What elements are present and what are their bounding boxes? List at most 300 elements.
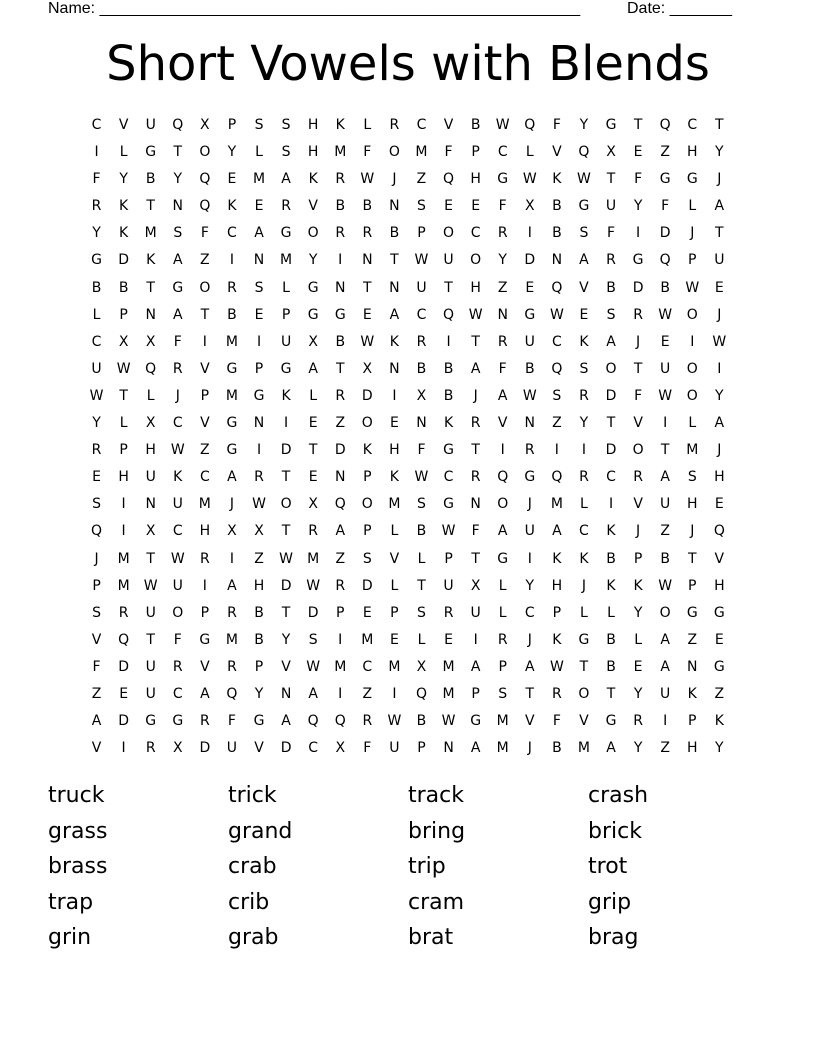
grid-letter[interactable]: I: [338, 252, 343, 269]
grid-letter[interactable]: S: [92, 604, 101, 621]
grid-letter[interactable]: G: [280, 360, 292, 377]
grid-letter[interactable]: J: [717, 442, 722, 459]
grid-letter[interactable]: Z: [254, 550, 264, 567]
grid-letter[interactable]: T: [308, 442, 318, 459]
grid-letter[interactable]: G: [524, 469, 536, 486]
grid-letter[interactable]: T: [173, 144, 183, 161]
grid-letter[interactable]: P: [417, 740, 426, 757]
grid-letter[interactable]: J: [175, 387, 180, 404]
grid-letter[interactable]: O: [686, 306, 698, 323]
grid-letter[interactable]: J: [527, 496, 532, 513]
grid-letter[interactable]: M: [388, 496, 401, 513]
grid-letter[interactable]: X: [145, 333, 156, 350]
grid-letter[interactable]: C: [199, 469, 210, 486]
grid-letter[interactable]: W: [170, 550, 185, 567]
grid-letter[interactable]: R: [91, 198, 102, 215]
grid-letter[interactable]: S: [579, 225, 589, 242]
grid-letter[interactable]: Q: [659, 252, 671, 269]
grid-letter[interactable]: K: [146, 252, 156, 269]
grid-letter[interactable]: A: [308, 685, 318, 702]
grid-letter[interactable]: K: [119, 198, 129, 215]
grid-letter[interactable]: K: [579, 333, 589, 350]
grid-letter[interactable]: X: [227, 523, 237, 540]
grid-letter[interactable]: J: [581, 577, 587, 594]
grid-letter[interactable]: S: [362, 550, 372, 567]
grid-letter[interactable]: G: [713, 658, 725, 675]
grid-letter[interactable]: U: [524, 333, 535, 350]
grid-letter[interactable]: C: [470, 225, 481, 242]
grid-letter[interactable]: B: [145, 171, 156, 188]
grid-letter[interactable]: B: [416, 713, 427, 730]
grid-letter[interactable]: U: [443, 577, 454, 594]
grid-letter[interactable]: O: [361, 496, 373, 513]
grid-letter[interactable]: G: [605, 117, 617, 133]
grid-letter[interactable]: V: [91, 631, 102, 648]
grid-letter[interactable]: Z: [200, 252, 210, 269]
grid-letter[interactable]: N: [416, 415, 427, 432]
grid-letter[interactable]: T: [146, 198, 155, 215]
grid-letter[interactable]: O: [443, 225, 455, 242]
grid-letter[interactable]: G: [226, 442, 238, 459]
grid-letter[interactable]: M: [225, 631, 238, 648]
grid-letter[interactable]: T: [606, 171, 616, 188]
grid-letter[interactable]: R: [281, 198, 291, 215]
grid-letter[interactable]: D: [605, 387, 617, 404]
grid-letter[interactable]: Z: [335, 415, 346, 432]
grid-letter[interactable]: Z: [200, 442, 210, 459]
grid-letter[interactable]: U: [714, 252, 725, 269]
grid-letter[interactable]: N: [253, 415, 265, 432]
grid-letter[interactable]: W: [116, 360, 131, 377]
grid-letter[interactable]: Y: [633, 198, 643, 215]
grid-letter[interactable]: Q: [443, 306, 455, 323]
grid-letter[interactable]: K: [227, 198, 237, 215]
grid-letter[interactable]: T: [417, 577, 426, 594]
grid-letter[interactable]: G: [470, 713, 482, 730]
grid-letter[interactable]: E: [714, 631, 724, 648]
grid-letter[interactable]: B: [416, 360, 427, 377]
grid-letter[interactable]: U: [91, 360, 102, 377]
grid-letter[interactable]: C: [687, 117, 698, 133]
grid-letter[interactable]: B: [552, 740, 562, 757]
grid-letter[interactable]: N: [145, 496, 156, 513]
grid-letter[interactable]: E: [308, 469, 318, 486]
grid-letter[interactable]: K: [579, 550, 589, 567]
grid-letter[interactable]: E: [633, 144, 643, 161]
grid-letter[interactable]: B: [660, 550, 670, 567]
grid-letter[interactable]: W: [549, 658, 564, 675]
grid-letter[interactable]: U: [660, 685, 671, 702]
grid-letter[interactable]: D: [118, 713, 129, 730]
grid-letter[interactable]: L: [390, 523, 399, 540]
grid-letter[interactable]: E: [525, 279, 535, 296]
grid-letter[interactable]: T: [146, 550, 155, 567]
grid-letter[interactable]: Z: [714, 685, 725, 702]
grid-letter[interactable]: L: [146, 387, 155, 404]
grid-letter[interactable]: A: [660, 469, 670, 486]
grid-letter[interactable]: N: [551, 252, 563, 269]
grid-letter[interactable]: G: [686, 604, 698, 621]
grid-letter[interactable]: E: [92, 469, 101, 486]
grid-letter[interactable]: C: [308, 740, 319, 757]
grid-letter[interactable]: M: [225, 387, 238, 404]
grid-letter[interactable]: Z: [552, 415, 562, 432]
grid-letter[interactable]: M: [280, 252, 293, 269]
grid-letter[interactable]: W: [685, 279, 700, 296]
grid-letter[interactable]: E: [471, 198, 481, 215]
grid-letter[interactable]: Z: [687, 631, 698, 648]
grid-letter[interactable]: Q: [524, 117, 536, 133]
grid-letter[interactable]: G: [145, 144, 157, 161]
grid-letter[interactable]: U: [145, 117, 156, 133]
grid-letter[interactable]: M: [496, 740, 509, 757]
grid-letter[interactable]: R: [633, 306, 643, 323]
grid-letter[interactable]: A: [91, 713, 102, 730]
grid-letter[interactable]: B: [470, 117, 481, 133]
grid-letter[interactable]: U: [660, 360, 671, 377]
grid-letter[interactable]: A: [714, 198, 725, 215]
grid-letter[interactable]: Z: [91, 685, 102, 702]
grid-letter[interactable]: L: [688, 415, 697, 432]
grid-letter[interactable]: N: [389, 198, 400, 215]
grid-letter[interactable]: P: [281, 306, 291, 323]
grid-letter[interactable]: X: [145, 523, 156, 540]
grid-letter[interactable]: O: [686, 360, 698, 377]
grid-letter[interactable]: B: [416, 523, 427, 540]
grid-letter[interactable]: X: [362, 360, 373, 377]
grid-letter[interactable]: T: [444, 279, 453, 296]
grid-letter[interactable]: J: [636, 523, 641, 540]
grid-letter[interactable]: X: [172, 740, 183, 757]
grid-letter[interactable]: F: [227, 713, 236, 730]
grid-letter[interactable]: G: [686, 171, 698, 188]
grid-letter[interactable]: W: [522, 171, 537, 188]
grid-letter[interactable]: W: [306, 577, 321, 594]
grid-letter[interactable]: P: [390, 604, 399, 621]
grid-letter[interactable]: F: [661, 198, 670, 215]
grid-letter[interactable]: R: [416, 333, 427, 350]
grid-letter[interactable]: R: [335, 171, 346, 188]
grid-letter[interactable]: T: [579, 658, 589, 675]
grid-letter[interactable]: R: [199, 550, 210, 567]
grid-letter[interactable]: I: [392, 685, 397, 702]
grid-letter[interactable]: Q: [497, 469, 509, 486]
grid-letter[interactable]: M: [117, 577, 130, 594]
grid-letter[interactable]: O: [632, 442, 644, 459]
grid-letter[interactable]: R: [633, 469, 643, 486]
grid-letter[interactable]: F: [498, 198, 507, 215]
grid-letter[interactable]: Q: [199, 198, 211, 215]
grid-letter[interactable]: F: [552, 713, 561, 730]
grid-letter[interactable]: P: [119, 442, 128, 459]
grid-letter[interactable]: L: [119, 415, 128, 432]
grid-letter[interactable]: E: [579, 306, 589, 323]
grid-letter[interactable]: I: [229, 550, 234, 567]
grid-letter[interactable]: P: [471, 144, 480, 161]
grid-letter[interactable]: I: [121, 523, 126, 540]
grid-letter[interactable]: V: [633, 496, 643, 513]
grid-letter[interactable]: N: [389, 279, 400, 296]
grid-letter[interactable]: D: [659, 225, 671, 242]
grid-letter[interactable]: W: [89, 387, 104, 404]
grid-letter[interactable]: J: [94, 550, 99, 567]
grid-letter[interactable]: I: [121, 496, 126, 513]
grid-letter[interactable]: W: [441, 713, 456, 730]
grid-letter[interactable]: Y: [633, 740, 643, 757]
grid-letter[interactable]: O: [307, 225, 319, 242]
grid-letter[interactable]: R: [254, 469, 264, 486]
grid-letter[interactable]: E: [254, 198, 264, 215]
grid-letter[interactable]: D: [280, 577, 292, 594]
grid-letter[interactable]: C: [227, 225, 237, 242]
grid-letter[interactable]: A: [254, 225, 264, 242]
grid-letter[interactable]: R: [172, 360, 183, 377]
grid-letter[interactable]: P: [444, 550, 453, 567]
grid-letter[interactable]: K: [443, 415, 454, 432]
grid-letter[interactable]: X: [118, 333, 129, 350]
grid-letter[interactable]: H: [199, 523, 211, 540]
grid-letter[interactable]: H: [686, 144, 698, 161]
grid-letter[interactable]: F: [173, 631, 182, 648]
grid-letter[interactable]: D: [118, 658, 129, 675]
grid-letter[interactable]: Y: [525, 577, 535, 594]
grid-letter[interactable]: H: [145, 442, 156, 459]
grid-letter[interactable]: N: [280, 685, 292, 702]
grid-letter[interactable]: Z: [497, 279, 508, 296]
grid-letter[interactable]: C: [172, 415, 183, 432]
grid-letter[interactable]: L: [255, 144, 263, 161]
grid-letter[interactable]: E: [362, 604, 372, 621]
grid-letter[interactable]: Q: [307, 713, 319, 730]
grid-letter[interactable]: R: [335, 225, 346, 242]
grid-letter[interactable]: F: [606, 225, 616, 242]
grid-letter[interactable]: Q: [713, 523, 725, 540]
grid-letter[interactable]: V: [714, 550, 725, 567]
grid-letter[interactable]: T: [687, 550, 697, 567]
grid-letter[interactable]: N: [172, 198, 184, 215]
grid-letter[interactable]: Q: [199, 171, 211, 188]
grid-letter[interactable]: P: [688, 713, 697, 730]
grid-letter[interactable]: I: [663, 415, 668, 432]
grid-letter[interactable]: H: [686, 740, 698, 757]
grid-letter[interactable]: E: [389, 631, 399, 648]
grid-letter[interactable]: I: [121, 740, 126, 757]
grid-letter[interactable]: U: [226, 740, 238, 757]
grid-letter[interactable]: R: [552, 685, 562, 702]
grid-letter[interactable]: J: [717, 306, 722, 323]
grid-letter[interactable]: L: [634, 631, 642, 648]
grid-letter[interactable]: M: [550, 496, 563, 513]
grid-letter[interactable]: W: [549, 306, 564, 323]
grid-letter[interactable]: F: [471, 523, 480, 540]
grid-letter[interactable]: B: [660, 279, 670, 296]
grid-letter[interactable]: P: [254, 658, 264, 675]
grid-letter[interactable]: E: [254, 306, 264, 323]
date-field[interactable]: Date: _______: [627, 0, 732, 17]
grid-letter[interactable]: Z: [660, 144, 670, 161]
grid-letter[interactable]: X: [335, 740, 346, 757]
grid-letter[interactable]: T: [633, 117, 643, 133]
grid-letter[interactable]: R: [227, 658, 237, 675]
grid-letter[interactable]: C: [416, 306, 427, 323]
name-field[interactable]: Name: ______________________________________________________: [48, 0, 581, 17]
grid-letter[interactable]: U: [145, 469, 156, 486]
grid-letter[interactable]: R: [633, 713, 643, 730]
grid-letter[interactable]: P: [498, 658, 507, 675]
grid-letter[interactable]: N: [470, 496, 481, 513]
grid-letter[interactable]: U: [172, 496, 183, 513]
grid-letter[interactable]: W: [143, 577, 158, 594]
grid-letter[interactable]: U: [660, 496, 671, 513]
grid-letter[interactable]: R: [579, 387, 589, 404]
grid-letter[interactable]: S: [498, 685, 508, 702]
grid-letter[interactable]: U: [605, 198, 617, 215]
grid-letter[interactable]: X: [416, 658, 427, 675]
grid-letter[interactable]: Z: [660, 523, 670, 540]
grid-letter[interactable]: D: [199, 740, 211, 757]
grid-letter[interactable]: K: [281, 387, 291, 404]
grid-letter[interactable]: R: [199, 713, 210, 730]
grid-letter[interactable]: J: [690, 523, 695, 540]
grid-letter[interactable]: A: [281, 713, 291, 730]
grid-letter[interactable]: R: [497, 631, 508, 648]
grid-letter[interactable]: P: [336, 604, 345, 621]
grid-letter[interactable]: Z: [362, 685, 373, 702]
grid-letter[interactable]: L: [309, 387, 318, 404]
grid-letter[interactable]: R: [524, 442, 535, 459]
grid-letter[interactable]: M: [334, 658, 347, 675]
grid-letter[interactable]: P: [363, 469, 372, 486]
grid-letter[interactable]: V: [254, 740, 264, 757]
grid-letter[interactable]: O: [605, 360, 617, 377]
grid-letter[interactable]: L: [688, 198, 697, 215]
grid-letter[interactable]: I: [229, 252, 234, 269]
grid-letter[interactable]: W: [658, 577, 673, 594]
grid-letter[interactable]: G: [226, 415, 238, 432]
grid-letter[interactable]: X: [308, 333, 318, 350]
grid-letter[interactable]: N: [335, 279, 346, 296]
grid-letter[interactable]: K: [633, 577, 643, 594]
grid-letter[interactable]: F: [634, 387, 643, 404]
grid-letter[interactable]: R: [579, 469, 589, 486]
grid-letter[interactable]: V: [308, 198, 318, 215]
grid-letter[interactable]: Q: [172, 117, 184, 133]
grid-letter[interactable]: O: [497, 496, 509, 513]
grid-letter[interactable]: W: [712, 333, 727, 350]
grid-letter[interactable]: H: [686, 496, 698, 513]
grid-letter[interactable]: V: [552, 144, 562, 161]
grid-letter[interactable]: P: [471, 685, 480, 702]
grid-letter[interactable]: O: [199, 144, 211, 161]
grid-letter[interactable]: F: [363, 740, 372, 757]
grid-letter[interactable]: I: [338, 685, 343, 702]
grid-letter[interactable]: N: [362, 252, 373, 269]
grid-letter[interactable]: R: [227, 604, 237, 621]
grid-letter[interactable]: Y: [254, 685, 264, 702]
grid-letter[interactable]: G: [524, 306, 536, 323]
grid-letter[interactable]: Q: [659, 117, 671, 133]
grid-letter[interactable]: C: [91, 117, 102, 133]
grid-letter[interactable]: B: [443, 360, 454, 377]
grid-letter[interactable]: T: [281, 604, 291, 621]
grid-letter[interactable]: A: [335, 523, 346, 540]
grid-letter[interactable]: Y: [281, 631, 291, 648]
grid-letter[interactable]: R: [118, 604, 129, 621]
grid-letter[interactable]: G: [280, 225, 292, 242]
grid-letter[interactable]: W: [522, 387, 537, 404]
grid-letter[interactable]: D: [118, 252, 129, 269]
grid-letter[interactable]: I: [636, 225, 641, 242]
grid-letter[interactable]: F: [634, 171, 643, 188]
grid-letter[interactable]: P: [417, 225, 426, 242]
grid-letter[interactable]: H: [253, 577, 265, 594]
grid-letter[interactable]: H: [470, 171, 481, 188]
grid-letter[interactable]: B: [118, 279, 129, 296]
grid-letter[interactable]: D: [524, 252, 536, 269]
grid-letter[interactable]: P: [200, 604, 210, 621]
grid-letter[interactable]: B: [443, 387, 454, 404]
grid-letter[interactable]: O: [280, 496, 292, 513]
grid-letter[interactable]: S: [687, 469, 697, 486]
grid-letter[interactable]: E: [227, 171, 237, 188]
grid-letter[interactable]: P: [688, 577, 697, 594]
grid-letter[interactable]: J: [636, 333, 641, 350]
grid-letter[interactable]: V: [497, 415, 508, 432]
grid-letter[interactable]: F: [498, 360, 507, 377]
grid-letter[interactable]: I: [94, 144, 99, 161]
grid-letter[interactable]: K: [119, 225, 129, 242]
grid-letter[interactable]: V: [579, 279, 589, 296]
grid-letter[interactable]: R: [362, 713, 373, 730]
grid-letter[interactable]: R: [606, 252, 616, 269]
grid-letter[interactable]: H: [714, 469, 725, 486]
grid-letter[interactable]: G: [334, 306, 346, 323]
grid-letter[interactable]: K: [335, 117, 345, 133]
grid-letter[interactable]: V: [118, 117, 129, 133]
grid-letter[interactable]: X: [254, 523, 264, 540]
grid-letter[interactable]: G: [172, 713, 184, 730]
grid-letter[interactable]: P: [200, 387, 210, 404]
grid-letter[interactable]: P: [688, 252, 697, 269]
grid-letter[interactable]: O: [172, 604, 184, 621]
grid-letter[interactable]: S: [281, 117, 291, 133]
grid-letter[interactable]: Q: [145, 360, 157, 377]
grid-letter[interactable]: I: [473, 631, 478, 648]
grid-letter[interactable]: A: [470, 658, 481, 675]
grid-letter[interactable]: L: [282, 279, 290, 296]
grid-letter[interactable]: S: [254, 279, 264, 296]
grid-letter[interactable]: J: [527, 631, 532, 648]
grid-letter[interactable]: A: [470, 740, 481, 757]
grid-letter[interactable]: Z: [660, 740, 670, 757]
grid-letter[interactable]: T: [660, 442, 670, 459]
grid-letter[interactable]: B: [606, 631, 616, 648]
grid-letter[interactable]: T: [471, 442, 480, 459]
grid-letter[interactable]: P: [119, 306, 128, 323]
grid-letter[interactable]: U: [145, 658, 156, 675]
grid-letter[interactable]: K: [362, 442, 372, 459]
grid-letter[interactable]: A: [552, 523, 562, 540]
grid-letter[interactable]: Q: [551, 469, 563, 486]
grid-letter[interactable]: N: [524, 415, 536, 432]
grid-letter[interactable]: K: [687, 685, 697, 702]
grid-letter[interactable]: Y: [633, 685, 643, 702]
grid-letter[interactable]: M: [334, 144, 347, 161]
grid-letter[interactable]: D: [605, 442, 617, 459]
grid-letter[interactable]: P: [633, 550, 643, 567]
grid-letter[interactable]: Y: [579, 117, 589, 133]
grid-letter[interactable]: N: [335, 469, 346, 486]
